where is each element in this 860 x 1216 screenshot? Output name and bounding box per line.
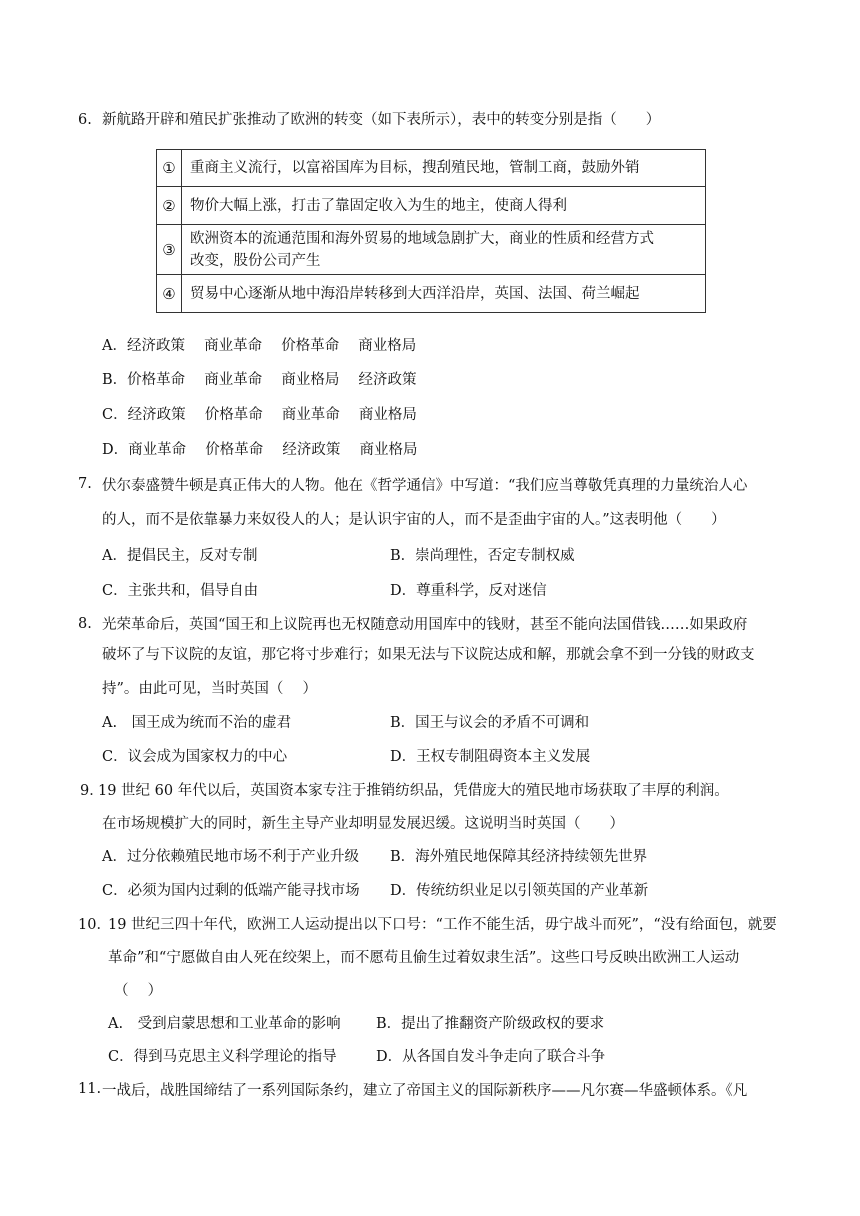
question-stem-line: 19 世纪三四十年代，欧洲工人运动提出以下口号：“工作不能生活，毋宁战斗而死”，“没有给面包，就要 bbox=[108, 917, 777, 933]
row-text-line: 改变，股份公司产生 bbox=[190, 252, 321, 269]
option-b[interactable]: B．价格革命 商业革命 商业格局 经济政策 bbox=[102, 372, 417, 388]
option-b[interactable]: B．海外殖民地保障其经济持续领先世界 bbox=[390, 849, 648, 865]
row-text bbox=[182, 225, 706, 275]
option-c[interactable]: C．必须为国内过剩的低端产能寻找市场 bbox=[102, 883, 360, 899]
row-marker: ② bbox=[157, 187, 182, 225]
option-c[interactable]: C．主张共和，倡导自由 bbox=[102, 583, 259, 599]
row-marker: ④ bbox=[157, 275, 182, 313]
row-text: 贸易中心逐渐从地中海沿岸转移到大西洋沿岸，英国、法国、荷兰崛起 bbox=[182, 275, 706, 313]
table-row bbox=[157, 150, 706, 187]
question-stem-line: 持”。由此可见，当时英国（ ） bbox=[102, 681, 318, 697]
question-stem-line: 的人，而不是依靠暴力来奴役人的人；是认识宇宙的人，而不是歪曲宇宙的人。”这表明他（ ） bbox=[102, 512, 726, 528]
question-stem-line: 一战后，战胜国缔结了一系列国际条约，建立了帝国主义的国际新秩序——凡尔赛—华盛顿体系。《凡 bbox=[102, 1083, 748, 1099]
transition-table bbox=[156, 149, 706, 313]
row-text-line: 欧洲资本的流通范围和海外贸易的地域急剧扩大，商业的性质和经营方式 bbox=[190, 230, 654, 247]
option-c[interactable]: C．经济政策 价格革命 商业革命 商业格局 bbox=[102, 407, 417, 423]
option-a[interactable]: A．提倡民主，反对专制 bbox=[102, 548, 258, 564]
option-d[interactable]: D．王权专制阻碍资本主义发展 bbox=[390, 749, 591, 765]
question-number: 8. bbox=[78, 616, 92, 632]
question-stem: 新航路开辟和殖民扩张推动了欧洲的转变（如下表所示），表中的转变分别是指（ ） bbox=[102, 112, 661, 128]
option-c[interactable]: C．议会成为国家权力的中心 bbox=[102, 749, 288, 765]
option-c[interactable]: C．得到马克思主义科学理论的指导 bbox=[108, 1049, 337, 1065]
option-a[interactable]: A. 国王成为统而不治的虚君 bbox=[102, 715, 292, 731]
option-d[interactable]: D．商业革命 价格革命 经济政策 商业格局 bbox=[102, 442, 418, 458]
option-b[interactable]: B．提出了推翻资产阶级政权的要求 bbox=[376, 1016, 605, 1032]
option-a[interactable]: A．经济政策 商业革命 价格革命 商业格局 bbox=[102, 338, 417, 354]
option-b[interactable]: B．崇尚理性，否定专制权威 bbox=[390, 548, 575, 564]
table-row bbox=[157, 275, 706, 313]
row-text: 物价大幅上涨，打击了靠固定收入为生的地主，使商人得利 bbox=[182, 187, 706, 225]
option-b[interactable]: B．国王与议会的矛盾不可调和 bbox=[390, 715, 590, 731]
question-number: 11. bbox=[78, 1081, 102, 1097]
question-stem-line: 破坏了与下议院的友谊，那它将寸步难行；如果无法与下议院达成和解，那就会拿不到一分钱的财政支 bbox=[102, 647, 755, 663]
option-d[interactable]: D．传统纺织业足以引领英国的产业革新 bbox=[390, 883, 649, 899]
question-stem-line: 伏尔泰盛赞牛顿是真正伟大的人物。他在《哲学通信》中写道：“我们应当尊敬凭真理的力量统治人心 bbox=[102, 478, 748, 494]
question-stem-line: （ ） bbox=[114, 983, 163, 999]
question-stem-line: 在市场规模扩大的同时，新生主导产业却明显发展迟缓。这说明当时英国（ ） bbox=[102, 816, 624, 832]
option-a[interactable]: A. 受到启蒙思想和工业革命的影响 bbox=[108, 1016, 341, 1032]
table-row bbox=[157, 225, 706, 275]
question-stem-line: 光荣革命后，英国“国王和上议院再也无权随意动用国库中的钱财，甚至不能向法国借钱……如果政府 bbox=[102, 617, 748, 633]
question-number: 6. bbox=[78, 112, 92, 128]
row-text: 重商主义流行，以富裕国库为目标，搜刮殖民地，管制工商，鼓励外销 bbox=[182, 150, 706, 187]
row-marker: ③ bbox=[157, 225, 182, 275]
option-d[interactable]: D．从各国自发斗争走向了联合斗争 bbox=[376, 1049, 606, 1065]
row-marker: ① bbox=[157, 150, 182, 187]
question-stem-line: 革命”和“宁愿做自由人死在绞架上，而不愿苟且偷生过着奴隶生活”。这些口号反映出欧洲工人运动 bbox=[108, 950, 740, 966]
question-number: 9． bbox=[80, 783, 104, 799]
table-row bbox=[157, 187, 706, 225]
question-number: 7. bbox=[78, 476, 92, 492]
option-a[interactable]: A．过分依赖殖民地市场不利于产业升级 bbox=[102, 849, 359, 865]
option-d[interactable]: D．尊重科学，反对迷信 bbox=[390, 583, 547, 599]
question-number: 10． bbox=[78, 917, 111, 933]
question-stem-line: 19 世纪 60 年代以后，英国资本家专注于推销纺织品，凭借庞大的殖民地市场获取了丰厚的利润。 bbox=[98, 783, 729, 799]
